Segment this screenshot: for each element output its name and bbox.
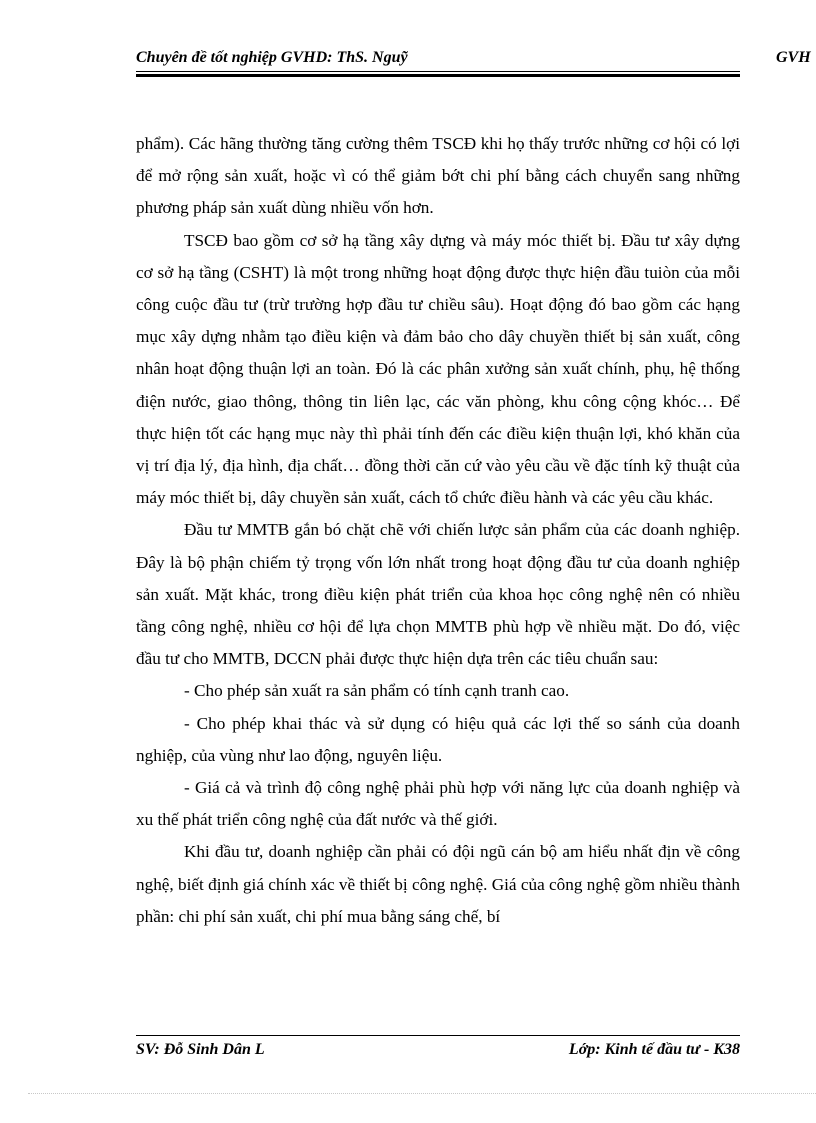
header-rule-thick [136, 74, 740, 77]
paragraph-equipment-investment: Đầu tư MMTB gắn bó chặt chẽ với chiến lược sản phẩm của các doanh nghiệp. Đây là bộ phận chiếm tỷ trọng vốn lớn nhất trong hoạt động đầu tư của doanh nghiệp sản xuất. Mặt khác, trong điều kiện phát triển của khoa học công nghệ nên có nhiều tầng công nghệ, nhiều cơ hội để lựa chọn MMTB phù hợp về nhiều mặt. Do đó, việc đầu tư cho MMTB, DCCN phải được thực hiện dựa trên các tiêu chuẩn sau: [136, 520, 740, 669]
footer-student: SV: Đỗ Sinh Dân L [136, 1041, 265, 1058]
paragraph-fixed-assets: TSCĐ bao gồm cơ sở hạ tầng xây dựng và máy móc thiết bị. Đầu tư xây dựng cơ sở hạ tầng (CSHT) là một trong những hoạt động được thực hiện đầu tuiòn của mỗi công cuộc đầu tư (trừ trường hợp đầu tư chiều sâu). Hoạt động đó bao gồm các hạng mục xây dựng nhằm tạo điều kiện và đảm bảo cho dây chuyền thiết bị sản xuất, công nhân hoạt động thuận lợi an toàn. Đó là các phân xưởng sản xuất chính, phụ, hệ thống điện nước, giao thông, thông tin liên lạc, các văn phòng, khu công cộng khóc… Để thực hiện tốt các hạng mục này thì phải tính đến các điều kiện thuận lợi, khó khăn của vị trí địa lý, địa hình, địa chất… đồng thời căn cứ vào yêu cầu về đặc tính kỹ thuật của máy móc thiết bị, dây chuyền sản xuất, cách tổ chức điều hành và các yêu cầu khác. [136, 230, 740, 508]
header-supervisor-fragment: GVH [776, 49, 811, 66]
paragraph-technology-pricing: Khi đầu tư, doanh nghiệp cần phải có đội ngũ cán bộ am hiểu nhất địn về công nghệ, biết định giá chính xác về thiết bị công nghệ. Giá của công nghệ gồm nhiều thành phần: chi phí sản xuất, chi phí mua bằng sáng chế, bí [136, 842, 740, 926]
header-title: Chuyên đề tốt nghiệp GVHD: ThS. Nguỹ [136, 49, 408, 66]
criteria-item-price-technology: - Giá cả và trình độ công nghệ phải phù hợp với năng lực của doanh nghiệp và xu thế phát triển công nghệ của đất nước và thế giới. [136, 778, 740, 830]
paragraph-continuation: phẩm). Các hãng thường tăng cường thêm TSCĐ khi họ thấy trước những cơ hội có lợi để mở rộng sản xuất, hoặc vì có thể giảm bớt chi phí bằng cách chuyển sang những phương pháp sản xuất dùng nhiều vốn hơn. [136, 134, 740, 218]
footer-class: Lớp: Kinh tế đầu tư - K38 [568, 1041, 740, 1058]
page-edge-divider [28, 1093, 816, 1094]
header-rule-thin [136, 71, 740, 72]
criteria-item-competitiveness: - Cho phép sản xuất ra sản phẩm có tính cạnh tranh cao. [184, 681, 570, 701]
footer-rule [136, 1035, 740, 1036]
document-body [136, 128, 740, 933]
criteria-item-advantages: - Cho phép khai thác và sử dụng có hiệu quả các lợi thế so sánh của doanh nghiệp, của vùng như lao động, nguyên liệu. [136, 713, 740, 765]
